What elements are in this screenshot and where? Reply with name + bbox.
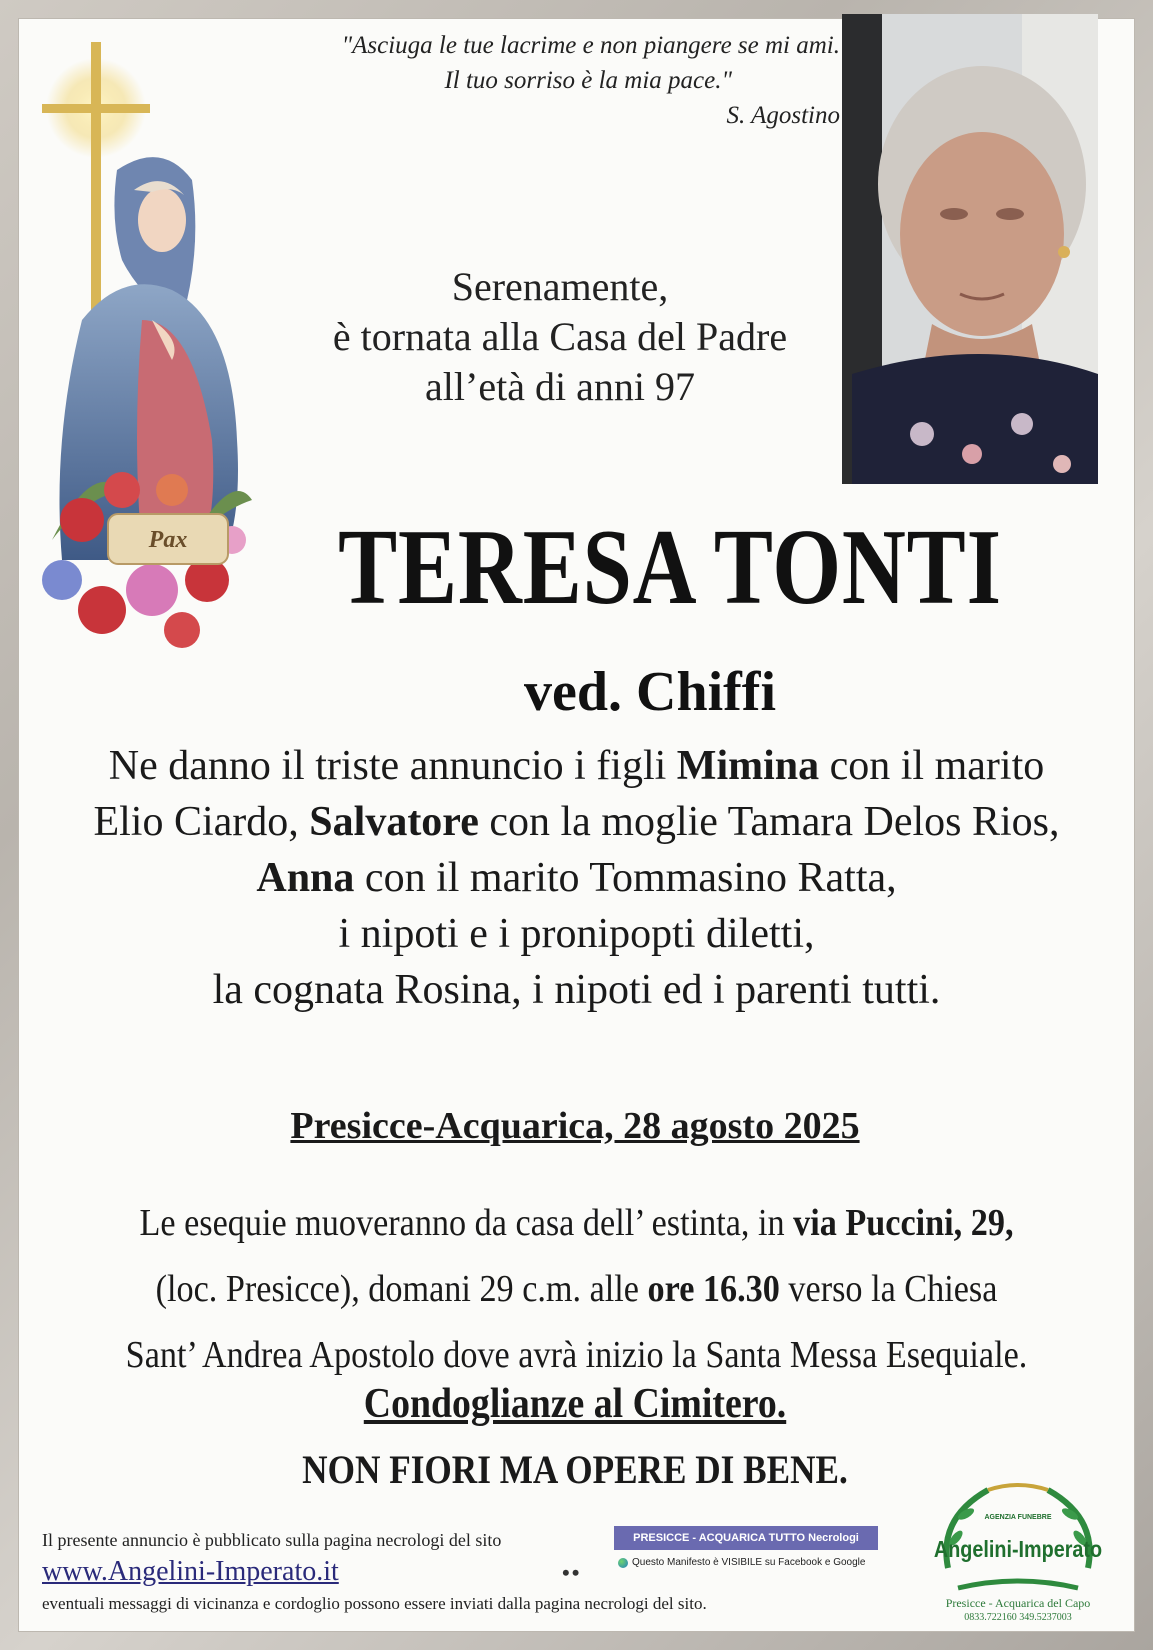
agency-name: Angelini-Imperato bbox=[933, 1536, 1103, 1562]
announcement-line-4: i nipoti e i pronipopti diletti, bbox=[338, 911, 815, 957]
quote-line-2: Il tuo sorriso è la mia pace." bbox=[444, 67, 732, 94]
place-date-line: Presicce-Acquarica, 28 agosto 2025 bbox=[290, 1105, 860, 1147]
pax-scroll-text: Pax bbox=[148, 527, 188, 553]
funeral-line-1: Le esequie muoveranno da casa dell’ estinta, in via Puccini, 29, bbox=[139, 1202, 1014, 1244]
deceased-name: TERESA TONTI bbox=[338, 508, 1002, 627]
family-announcement bbox=[40, 738, 1113, 1018]
child-name-mimina: Mimina bbox=[676, 743, 820, 789]
banner-subtitle: Questo Manifesto è VISIBILE su Facebook e Google bbox=[614, 1552, 878, 1574]
footer-dots: •• bbox=[562, 1560, 582, 1585]
widow-of: ved. Chiffi bbox=[524, 661, 776, 723]
announcement-line-1: Ne danno il triste annuncio i figli Mimina con il marito bbox=[108, 743, 1045, 789]
announcement-line-5: la cognata Rosina, i nipoti ed i parenti tutti. bbox=[212, 967, 941, 1013]
announcement-line-3: Anna con il marito Tommasino Ratta, bbox=[256, 855, 897, 901]
quote-author: S. Agostino bbox=[726, 102, 840, 129]
child-name-anna: Anna bbox=[256, 855, 355, 901]
child-name-salvatore: Salvatore bbox=[309, 799, 479, 845]
quote-line-1: "Asciuga le tue lacrime e non piangere se mi ami. bbox=[341, 32, 840, 59]
condolences-note: Condoglianze al Cimitero. bbox=[363, 1381, 787, 1427]
intro-text bbox=[280, 262, 840, 412]
website-link[interactable]: www.Angelini-Imperato.it bbox=[42, 1556, 339, 1587]
necrologi-banner[interactable] bbox=[614, 1526, 878, 1576]
intro-line-3: all’età di anni 97 bbox=[425, 364, 695, 409]
agency-phones: 0833.722160 349.5237003 bbox=[964, 1612, 1072, 1623]
deceased-photo bbox=[842, 14, 1098, 484]
agency-label: AGENZIA FUNEBRE bbox=[984, 1514, 1052, 1521]
agency-address: Presicce - Acquarica del Capo bbox=[945, 1596, 1091, 1610]
no-flowers-note: NON FIORI MA OPERE DI BENE. bbox=[302, 1447, 848, 1492]
funeral-time: ore 16.30 bbox=[647, 1268, 780, 1310]
funeral-line-2: (loc. Presicce), domani 29 c.m. alle ore 16.30 verso la Chiesa bbox=[155, 1268, 998, 1310]
banner-title: PRESICCE - ACQUARICA TUTTO Necrologi bbox=[614, 1526, 878, 1550]
funeral-details bbox=[94, 1190, 1060, 1388]
agency-logo bbox=[918, 1478, 1118, 1628]
funeral-address: via Puccini, 29, bbox=[793, 1202, 1014, 1244]
footer-notice: Il presente annuncio è pubblicato sulla pagina necrologi del sito bbox=[42, 1530, 502, 1550]
globe-icon bbox=[618, 1558, 628, 1568]
footer-messages: eventuali messaggi di vicinanza e cordoglio possono essere inviati dalla pagina necrologi del sito. bbox=[42, 1594, 707, 1613]
announcement-line-2: Elio Ciardo, Salvatore con la moglie Tamara Delos Rios, bbox=[93, 799, 1060, 845]
quote-block bbox=[200, 28, 840, 133]
funeral-line-3: Sant’ Andrea Apostolo dove avrà inizio la Santa Messa Esequiale. bbox=[125, 1334, 1028, 1376]
intro-line-2: è tornata alla Casa del Padre bbox=[332, 314, 788, 359]
intro-line-1: Serenamente, bbox=[451, 264, 669, 309]
